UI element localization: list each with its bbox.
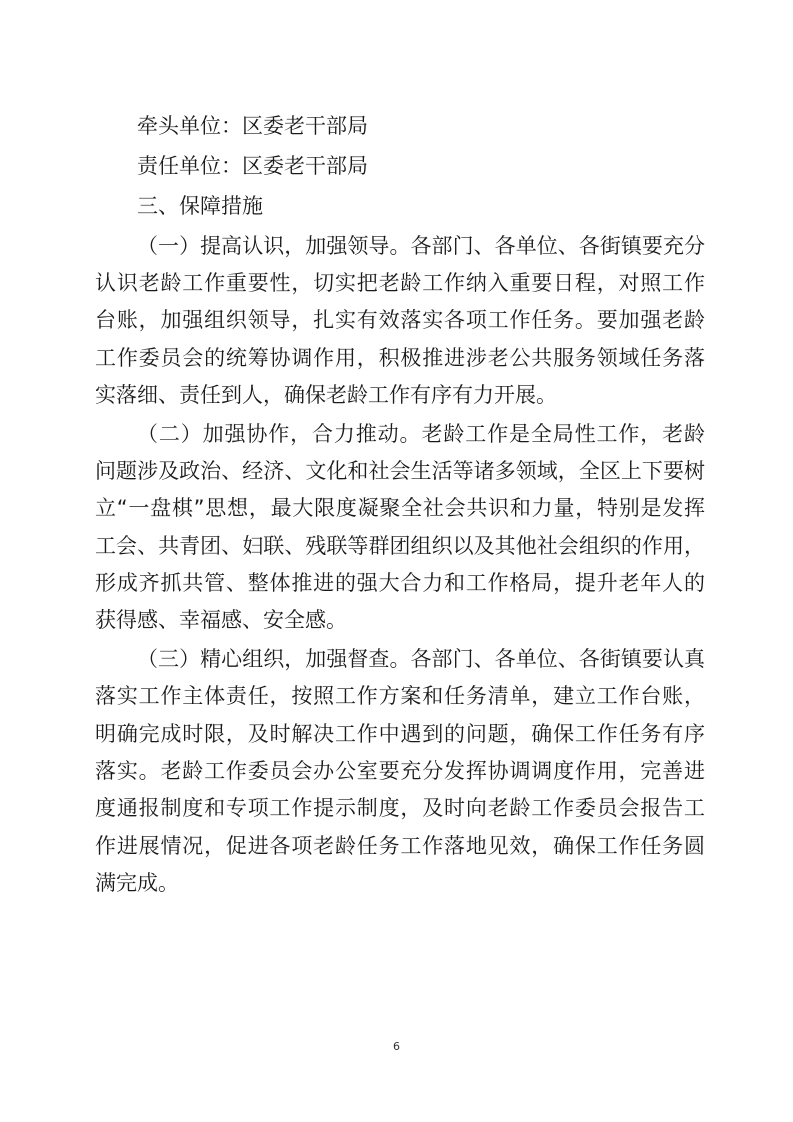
paragraph-2-line-1: （二）加强协作，合力推动。老龄工作是全局性工作，老龄 — [137, 422, 705, 446]
responsible-unit-line: 责任单位：区委老干部局 — [137, 154, 368, 178]
paragraph-1-line-3: 台账，加强组织领导，扎实有效落实各项工作任务。要加强老龄 — [95, 308, 705, 332]
paragraph-2-line-2: 问题涉及政治、经济、文化和社会生活等诸多领域，全区上下要树 — [95, 459, 705, 483]
paragraph-2-line-4: 工会、共青团、妇联、残联等群团组织以及其他社会组织的作用， — [95, 534, 705, 558]
lead-unit-line: 牵头单位：区委老干部局 — [137, 114, 368, 138]
paragraph-2-line-6: 获得感、幸福感、安全感。 — [95, 608, 347, 632]
paragraph-3-line-5: 度通报制度和专项工作提示制度，及时向老龄工作委员会报告工 — [95, 796, 705, 820]
paragraph-1-line-1: （一）提高认识，加强领导。各部门、各单位、各街镇要充分 — [137, 234, 705, 258]
paragraph-3-line-1: （三）精心组织，加强督查。各部门、各单位、各街镇要认真 — [137, 647, 705, 671]
paragraph-2-line-3: 立“一盘棋”思想，最大限度凝聚全社会共识和力量，特别是发挥 — [95, 496, 705, 520]
paragraph-3-line-2: 落实工作主体责任，按照工作方案和任务清单，建立工作台账， — [95, 684, 705, 708]
paragraph-1-line-4: 工作委员会的统筹协调作用，积极推进涉老公共服务领域任务落 — [95, 346, 705, 370]
paragraph-1-line-5: 实落细、责任到人，确保老龄工作有序有力开展。 — [95, 383, 557, 407]
section-heading: 三、保障措施 — [137, 194, 263, 218]
paragraph-3-line-3: 明确完成时限，及时解决工作中遇到的问题，确保工作任务有序 — [95, 722, 705, 746]
paragraph-2-line-5: 形成齐抓共管、整体推进的强大合力和工作格局，提升老年人的 — [95, 571, 705, 595]
paragraph-1-line-2: 认识老龄工作重要性，切实把老龄工作纳入重要日程，对照工作 — [95, 271, 705, 295]
paragraph-3-line-6: 作进展情况，促进各项老龄任务工作落地见效，确保工作任务圆 — [95, 834, 705, 858]
paragraph-3-line-4: 落实。老龄工作委员会办公室要充分发挥协调调度作用，完善进 — [95, 759, 705, 783]
paragraph-3-line-7: 满完成。 — [95, 871, 179, 895]
page-number: 6 — [393, 1040, 400, 1053]
